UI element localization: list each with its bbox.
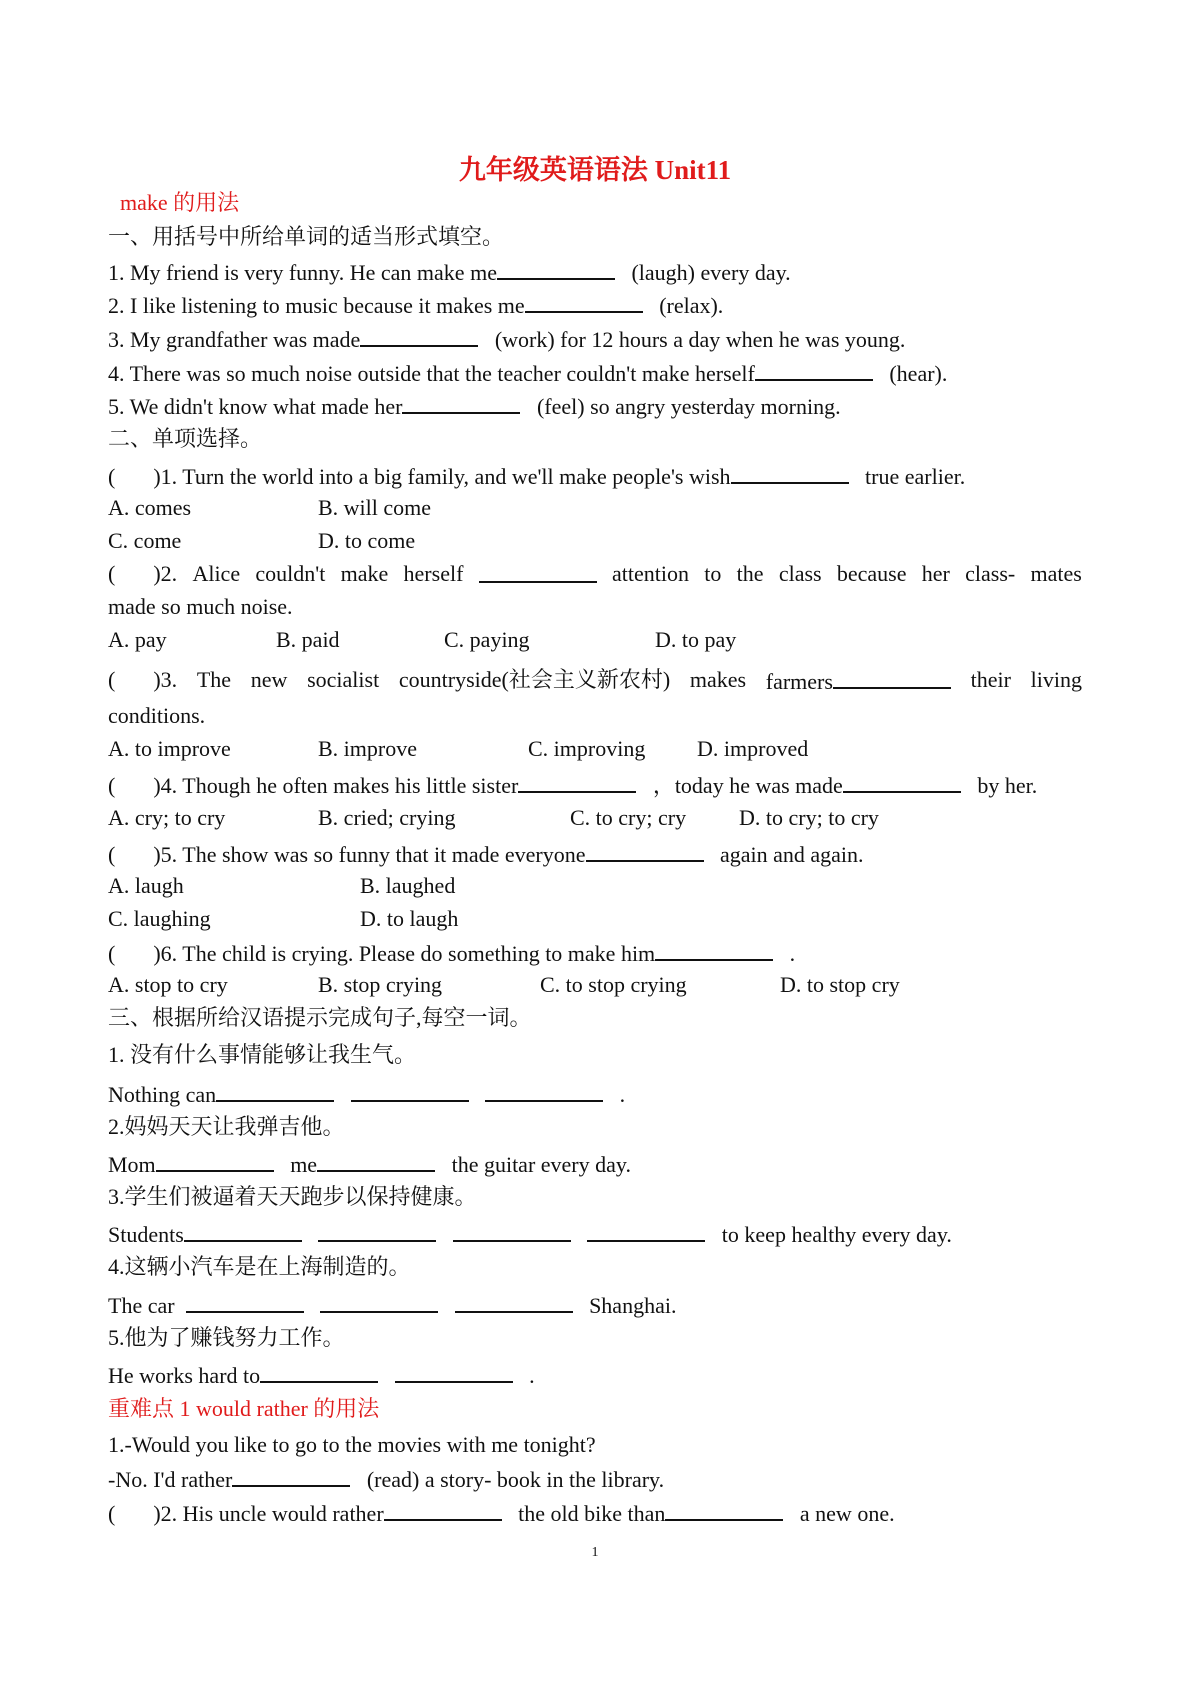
part1-item-2: 2. I like listening to music because it makes me (relax). <box>108 289 723 321</box>
q1-option-d[interactable]: D. to come <box>318 528 416 553</box>
mc-question-3: ( )3. The new socialist countryside(社会主义新农村) makes farmers their living <box>108 667 1082 694</box>
answer-blank[interactable] <box>351 1078 469 1102</box>
answer-blank[interactable] <box>395 1359 513 1383</box>
mc-question-2: ( )2. Alice couldn't make herself attention to the class because her class- mates <box>108 561 1082 586</box>
answer-blank[interactable] <box>497 256 615 280</box>
part1-item-4: 4. There was so much noise outside that the teacher couldn't make herself (hear). <box>108 357 947 389</box>
answer-blank[interactable] <box>384 1497 502 1521</box>
answer-blank[interactable] <box>665 1497 783 1521</box>
q6-option-a[interactable]: A. stop to cry <box>108 972 228 997</box>
answer-blank[interactable] <box>453 1218 571 1242</box>
q4-option-d[interactable]: D. to cry; to cry <box>739 805 879 830</box>
q6-option-d[interactable]: D. to stop cry <box>780 972 900 997</box>
answer-blank[interactable] <box>216 1078 334 1102</box>
q5-option-a[interactable]: A. laugh <box>108 873 184 898</box>
mc-question-3-cont: conditions. <box>108 703 206 728</box>
answer-blank[interactable] <box>317 1148 435 1172</box>
answer-blank[interactable] <box>479 559 597 583</box>
answer-blank[interactable] <box>186 1289 304 1313</box>
q4-option-c[interactable]: C. to cry; cry <box>570 805 687 830</box>
q2-option-c[interactable]: C. paying <box>444 627 530 652</box>
q5-option-d[interactable]: D. to laugh <box>360 906 459 931</box>
q3-option-a[interactable]: A. to improve <box>108 736 231 761</box>
q1-option-c[interactable]: C. come <box>108 528 182 553</box>
part1-item-1: 1. My friend is very funny. He can make me (laugh) every day. <box>108 256 791 288</box>
answer-blank[interactable] <box>156 1148 274 1172</box>
part3-answer-line-1: Nothing can . <box>108 1078 625 1110</box>
q5-option-b[interactable]: B. laughed <box>360 873 456 898</box>
section-make-heading: make 的用法 <box>120 190 240 215</box>
part1-heading: 一、用括号中所给单词的适当形式填空。 <box>108 224 505 249</box>
part3-answer-line-4: The car Shanghai. <box>108 1289 676 1321</box>
mc-question-2-cont: made so much noise. <box>108 594 293 619</box>
q2-option-b[interactable]: B. paid <box>276 627 340 652</box>
mc-question-6: ( )6. The child is crying. Please do something to make him . <box>108 937 795 969</box>
rather-answer-1: -No. I'd rather (read) a story- book in the library. <box>108 1463 664 1495</box>
part1-item-5: 5. We didn't know what made her (feel) so angry yesterday morning. <box>108 390 841 422</box>
mc-question-5: ( )5. The show was so funny that it made everyone again and again. <box>108 838 864 870</box>
answer-blank[interactable] <box>518 769 636 793</box>
mc-question-4: ( )4. Though he often makes his little sister ，today he was made by her. <box>108 769 1037 801</box>
page-number: 1 <box>591 1545 599 1560</box>
answer-blank[interactable] <box>655 937 773 961</box>
rather-question-2: ( )2. His uncle would rather the old bike than a new one. <box>108 1497 895 1529</box>
q2-option-d[interactable]: D. to pay <box>655 627 737 652</box>
q1-option-b[interactable]: B. will come <box>318 495 432 520</box>
q6-option-c[interactable]: C. to stop crying <box>540 972 687 997</box>
part3-prompt-5: 5.他为了赚钱努力工作。 <box>108 1325 345 1350</box>
answer-blank[interactable] <box>843 769 961 793</box>
part3-prompt-4: 4.这辆小汽车是在上海制造的。 <box>108 1254 411 1279</box>
answer-blank[interactable] <box>360 323 478 347</box>
q3-option-c[interactable]: C. improving <box>528 736 646 761</box>
answer-blank[interactable] <box>833 665 951 689</box>
part3-answer-line-3: Students to keep healthy every day. <box>108 1218 952 1250</box>
part3-prompt-1: 1. 没有什么事情能够让我生气。 <box>108 1042 417 1067</box>
answer-blank[interactable] <box>525 289 643 313</box>
answer-blank[interactable] <box>485 1078 603 1102</box>
q3-option-b[interactable]: B. improve <box>318 736 417 761</box>
answer-blank[interactable] <box>232 1463 350 1487</box>
answer-blank[interactable] <box>587 1218 705 1242</box>
part1-item-3: 3. My grandfather was made (work) for 12 hours a day when he was young. <box>108 323 905 355</box>
rather-question-1: 1.-Would you like to go to the movies with me tonight? <box>108 1432 596 1457</box>
q4-option-b[interactable]: B. cried; crying <box>318 805 456 830</box>
part3-answer-line-2: Mom me the guitar every day. <box>108 1148 631 1180</box>
q6-option-b[interactable]: B. stop crying <box>318 972 443 997</box>
q3-option-d[interactable]: D. improved <box>697 736 809 761</box>
part3-prompt-2: 2.妈妈天天让我弹吉他。 <box>108 1114 345 1139</box>
part3-answer-line-5: He works hard to . <box>108 1359 535 1391</box>
part3-prompt-3: 3.学生们被逼着天天跑步以保持健康。 <box>108 1184 477 1209</box>
q1-option-a[interactable]: A. comes <box>108 495 192 520</box>
section-rather-heading: 重难点 1 would rather 的用法 <box>108 1396 380 1421</box>
answer-blank[interactable] <box>586 838 704 862</box>
page-title: 九年级英语语法 Unit11 <box>458 155 732 185</box>
answer-blank[interactable] <box>260 1359 378 1383</box>
answer-blank[interactable] <box>755 357 873 381</box>
mc-question-1: ( )1. Turn the world into a big family, and we'll make people's wish true earlier. <box>108 460 965 492</box>
answer-blank[interactable] <box>318 1218 436 1242</box>
answer-blank[interactable] <box>320 1289 438 1313</box>
q2-option-a[interactable]: A. pay <box>108 627 167 652</box>
answer-blank[interactable] <box>455 1289 573 1313</box>
answer-blank[interactable] <box>731 460 849 484</box>
answer-blank[interactable] <box>402 390 520 414</box>
q5-option-c[interactable]: C. laughing <box>108 906 211 931</box>
q4-option-a[interactable]: A. cry; to cry <box>108 805 226 830</box>
part3-heading: 三、根据所给汉语提示完成句子,每空一词。 <box>108 1005 532 1030</box>
answer-blank[interactable] <box>184 1218 302 1242</box>
part2-heading: 二、单项选择。 <box>108 426 263 451</box>
